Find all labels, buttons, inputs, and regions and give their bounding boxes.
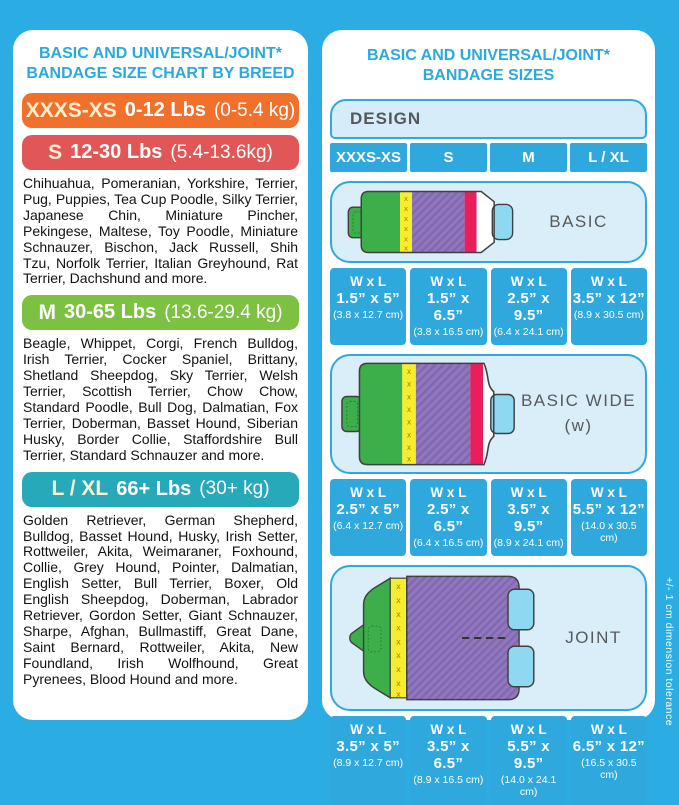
size-cell [410,268,486,345]
bandage-sizes-title [330,46,647,85]
badge-size-label: XXXS-XS [25,98,117,122]
design-header-label: DESIGN [350,109,422,129]
badge-weight-kg: (0-5.4 kg) [213,99,296,121]
size-cell [571,479,647,556]
cell-cm: (6.4 x 24.1 cm) [493,326,564,339]
breed-list-m: Beagle, Whippet, Corgi, French Bulldog, Irish Terrier, Cocker Spaniel, Brittany, Shetland Sheepdog, Sky Terrier, Welsh Terrier, Scottish Terrier, Chow Chow, Standard Poodle, Bull Dog, Dalmatian, Fox Terrier, Doberman, Basset Hound, Siberian Husky, Border Collie, Staffordshire Bull Terrier, Standard Schnauzer and more. [23,335,298,463]
cell-dim-label: W x L [590,485,627,501]
svg-text:x: x [403,243,409,253]
basic-size-cells [330,268,647,345]
bandage-sizes-panel [322,30,655,799]
cell-dim-label: W x L [430,485,467,501]
row-joint [330,565,647,805]
size-cell [330,479,406,556]
cell-inches: 3.5” x 12” [572,290,645,308]
cell-dim-label: W x L [510,485,547,501]
badge-weight-kg: (5.4-13.6kg) [170,141,273,163]
size-column-header-row [330,143,647,172]
cell-cm: (6.4 x 16.5 cm) [413,537,484,550]
basic-wide-size-cells [330,479,647,556]
basic-label-text: BASIC [549,211,608,231]
badge-weight-lbs: 12-30 Lbs [70,141,163,164]
svg-text:x: x [403,234,409,244]
breed-list-l-xl: Golden Retriever, German Shepherd, Bulldog, Basset Hound, Husky, Irish Setter, Rottweiler, Akita, Weimaraner, Foxhound, Collie, Grey Hound, Pointer, Dalmatian, English Setter, Bull Terrier, Boxer, Old English Sheepdog, Doberman, Labrador Retriever, Gordon Setter, Giant Schnauzer, Sharpe, Afghan, Bullmastiff, Great Dane, Saint Bernard, Rottweiler, Akita, New Foundland, Irish Wolfhound, Great Pyrenees, Blood Hound and more. [23,511,298,687]
cell-inches: 3.5” x 6.5” [427,738,470,773]
cell-inches: 5.5” x 9.5” [507,738,550,773]
size-column-xxxs-xs: XXXS-XS [330,143,407,172]
svg-text:x: x [406,367,412,377]
size-column-l-xl: L / XL [570,143,647,172]
cell-cm: (16.5 x 30.5 cm) [581,757,637,782]
cell-inches: 2.5” x 5” [336,501,400,519]
cell-inches: 3.5” x 9.5” [507,501,550,536]
svg-text:x: x [406,379,412,389]
badge-weight-lbs: 66+ Lbs [116,477,192,500]
badge-size-label: S [48,140,63,164]
cell-inches: 6.5” x 12” [572,738,645,756]
cell-dim-label: W x L [510,722,547,738]
breed-chart-panel [13,30,308,720]
row-basic-wide [330,354,647,556]
bandage-joint-illustration [340,569,550,707]
svg-text:x: x [396,636,402,647]
svg-text:x: x [396,595,402,606]
cell-dim-label: W x L [510,274,547,290]
cell-cm: (3.8 x 12.7 cm) [333,309,404,322]
svg-text:x: x [406,392,412,402]
svg-text:x: x [403,193,409,203]
weight-badge-s [22,135,299,170]
svg-text:x: x [406,454,412,464]
badge-weight-kg: (30+ kg) [199,478,270,500]
basic-label [520,210,637,235]
svg-text:x: x [406,443,412,453]
svg-text:x: x [396,622,402,633]
cell-dim-label: W x L [430,722,467,738]
bandage-sizes-title-line2: BANDAGE SIZES [422,66,555,84]
badge-size-label: L / XL [51,477,109,501]
basic-illustration-box [330,181,647,263]
basic-wide-illustration-box [330,354,647,474]
size-cell [330,268,406,345]
breed-chart-title-line2: BANDAGE SIZE CHART BY BREED [26,64,295,82]
bandage-sizes-title-line1: BASIC AND UNIVERSAL/JOINT* [367,47,610,64]
svg-text:x: x [403,214,409,224]
size-cell [571,268,647,345]
breed-chart-title-line1: BASIC AND UNIVERSAL/JOINT* [39,45,282,62]
size-cell [410,716,486,805]
svg-text:x: x [403,224,409,234]
breed-list-s: Chihuahua, Pomeranian, Yorkshire, Terrier, Pug, Puppies, Tea Cup Poodle, Silky Terrier, Japanese Chin, Miniature Pincher, Pekingese, Maltese, Toy Poodle, Miniature Schnauzer, Bischon, Jack Russell, Shih Tzu, Norfolk Terrier, Italian Greyhound, Rat Terrier, Dachshund and more. [23,175,298,287]
row-basic [330,181,647,345]
dimension-tolerance-note: +/- 1 cm dimension tolerance [663,576,675,726]
joint-label [550,626,637,651]
weight-badge-m [22,295,299,330]
breed-chart-title [22,44,299,83]
design-header [330,99,647,139]
bandage-basic-wide-illustration [340,359,520,469]
size-cell [491,479,567,556]
size-cell [491,716,567,805]
cell-cm: (8.9 x 30.5 cm) [573,309,644,322]
basic-wide-label-text: BASIC WIDE [520,391,637,411]
size-cell [571,716,647,805]
weight-badge-l-xl [22,472,299,507]
size-column-s: S [410,143,487,172]
badge-weight-lbs: 30-65 Lbs [63,301,157,324]
cell-cm: (8.9 x 24.1 cm) [493,537,564,550]
cell-inches: 1.5” x 6.5” [427,290,470,325]
svg-text:x: x [403,203,409,213]
cell-cm: (6.4 x 12.7 cm) [333,520,404,533]
svg-text:x: x [396,664,402,675]
svg-text:x: x [396,608,402,619]
svg-text:x: x [396,581,402,592]
svg-text:x: x [406,430,412,440]
joint-illustration-box [330,565,647,711]
joint-label-text: JOINT [565,627,622,647]
badge-size-label: M [38,300,56,324]
cell-cm: (14.0 x 30.5 cm) [581,520,637,545]
cell-cm: (14.0 x 24.1 cm) [500,774,557,799]
size-column-m: M [490,143,567,172]
svg-text:x: x [396,677,402,688]
svg-text:x: x [406,405,412,415]
cell-dim-label: W x L [590,722,627,738]
cell-dim-label: W x L [350,485,387,501]
cell-inches: 2.5” x 9.5” [507,290,550,325]
cell-inches: 1.5” x 5” [336,290,400,308]
size-cell [491,268,567,345]
cell-cm: (8.9 x 12.7 cm) [333,757,404,770]
cell-cm: (3.8 x 16.5 cm) [413,326,484,339]
cell-inches: 3.5” x 5” [336,738,400,756]
cell-inches: 5.5” x 12” [572,501,645,519]
cell-cm: (8.9 x 16.5 cm) [413,774,484,787]
size-cell [330,716,406,805]
badge-weight-kg: (13.6-29.4 kg) [164,301,283,323]
bandage-basic-illustration [340,186,520,258]
svg-text:x: x [396,688,402,699]
joint-size-cells [330,716,647,805]
size-cell [410,479,486,556]
cell-inches: 2.5” x 6.5” [427,501,470,536]
cell-dim-label: W x L [350,722,387,738]
cell-dim-label: W x L [430,274,467,290]
svg-text:x: x [396,650,402,661]
basic-wide-sublabel-text: (w) [564,416,593,436]
basic-wide-label [520,389,637,438]
cell-dim-label: W x L [590,274,627,290]
svg-text:x: x [406,417,412,427]
cell-dim-label: W x L [350,274,387,290]
weight-badge-xxxs-xs [22,93,299,128]
badge-weight-lbs: 0-12 Lbs [124,99,206,122]
